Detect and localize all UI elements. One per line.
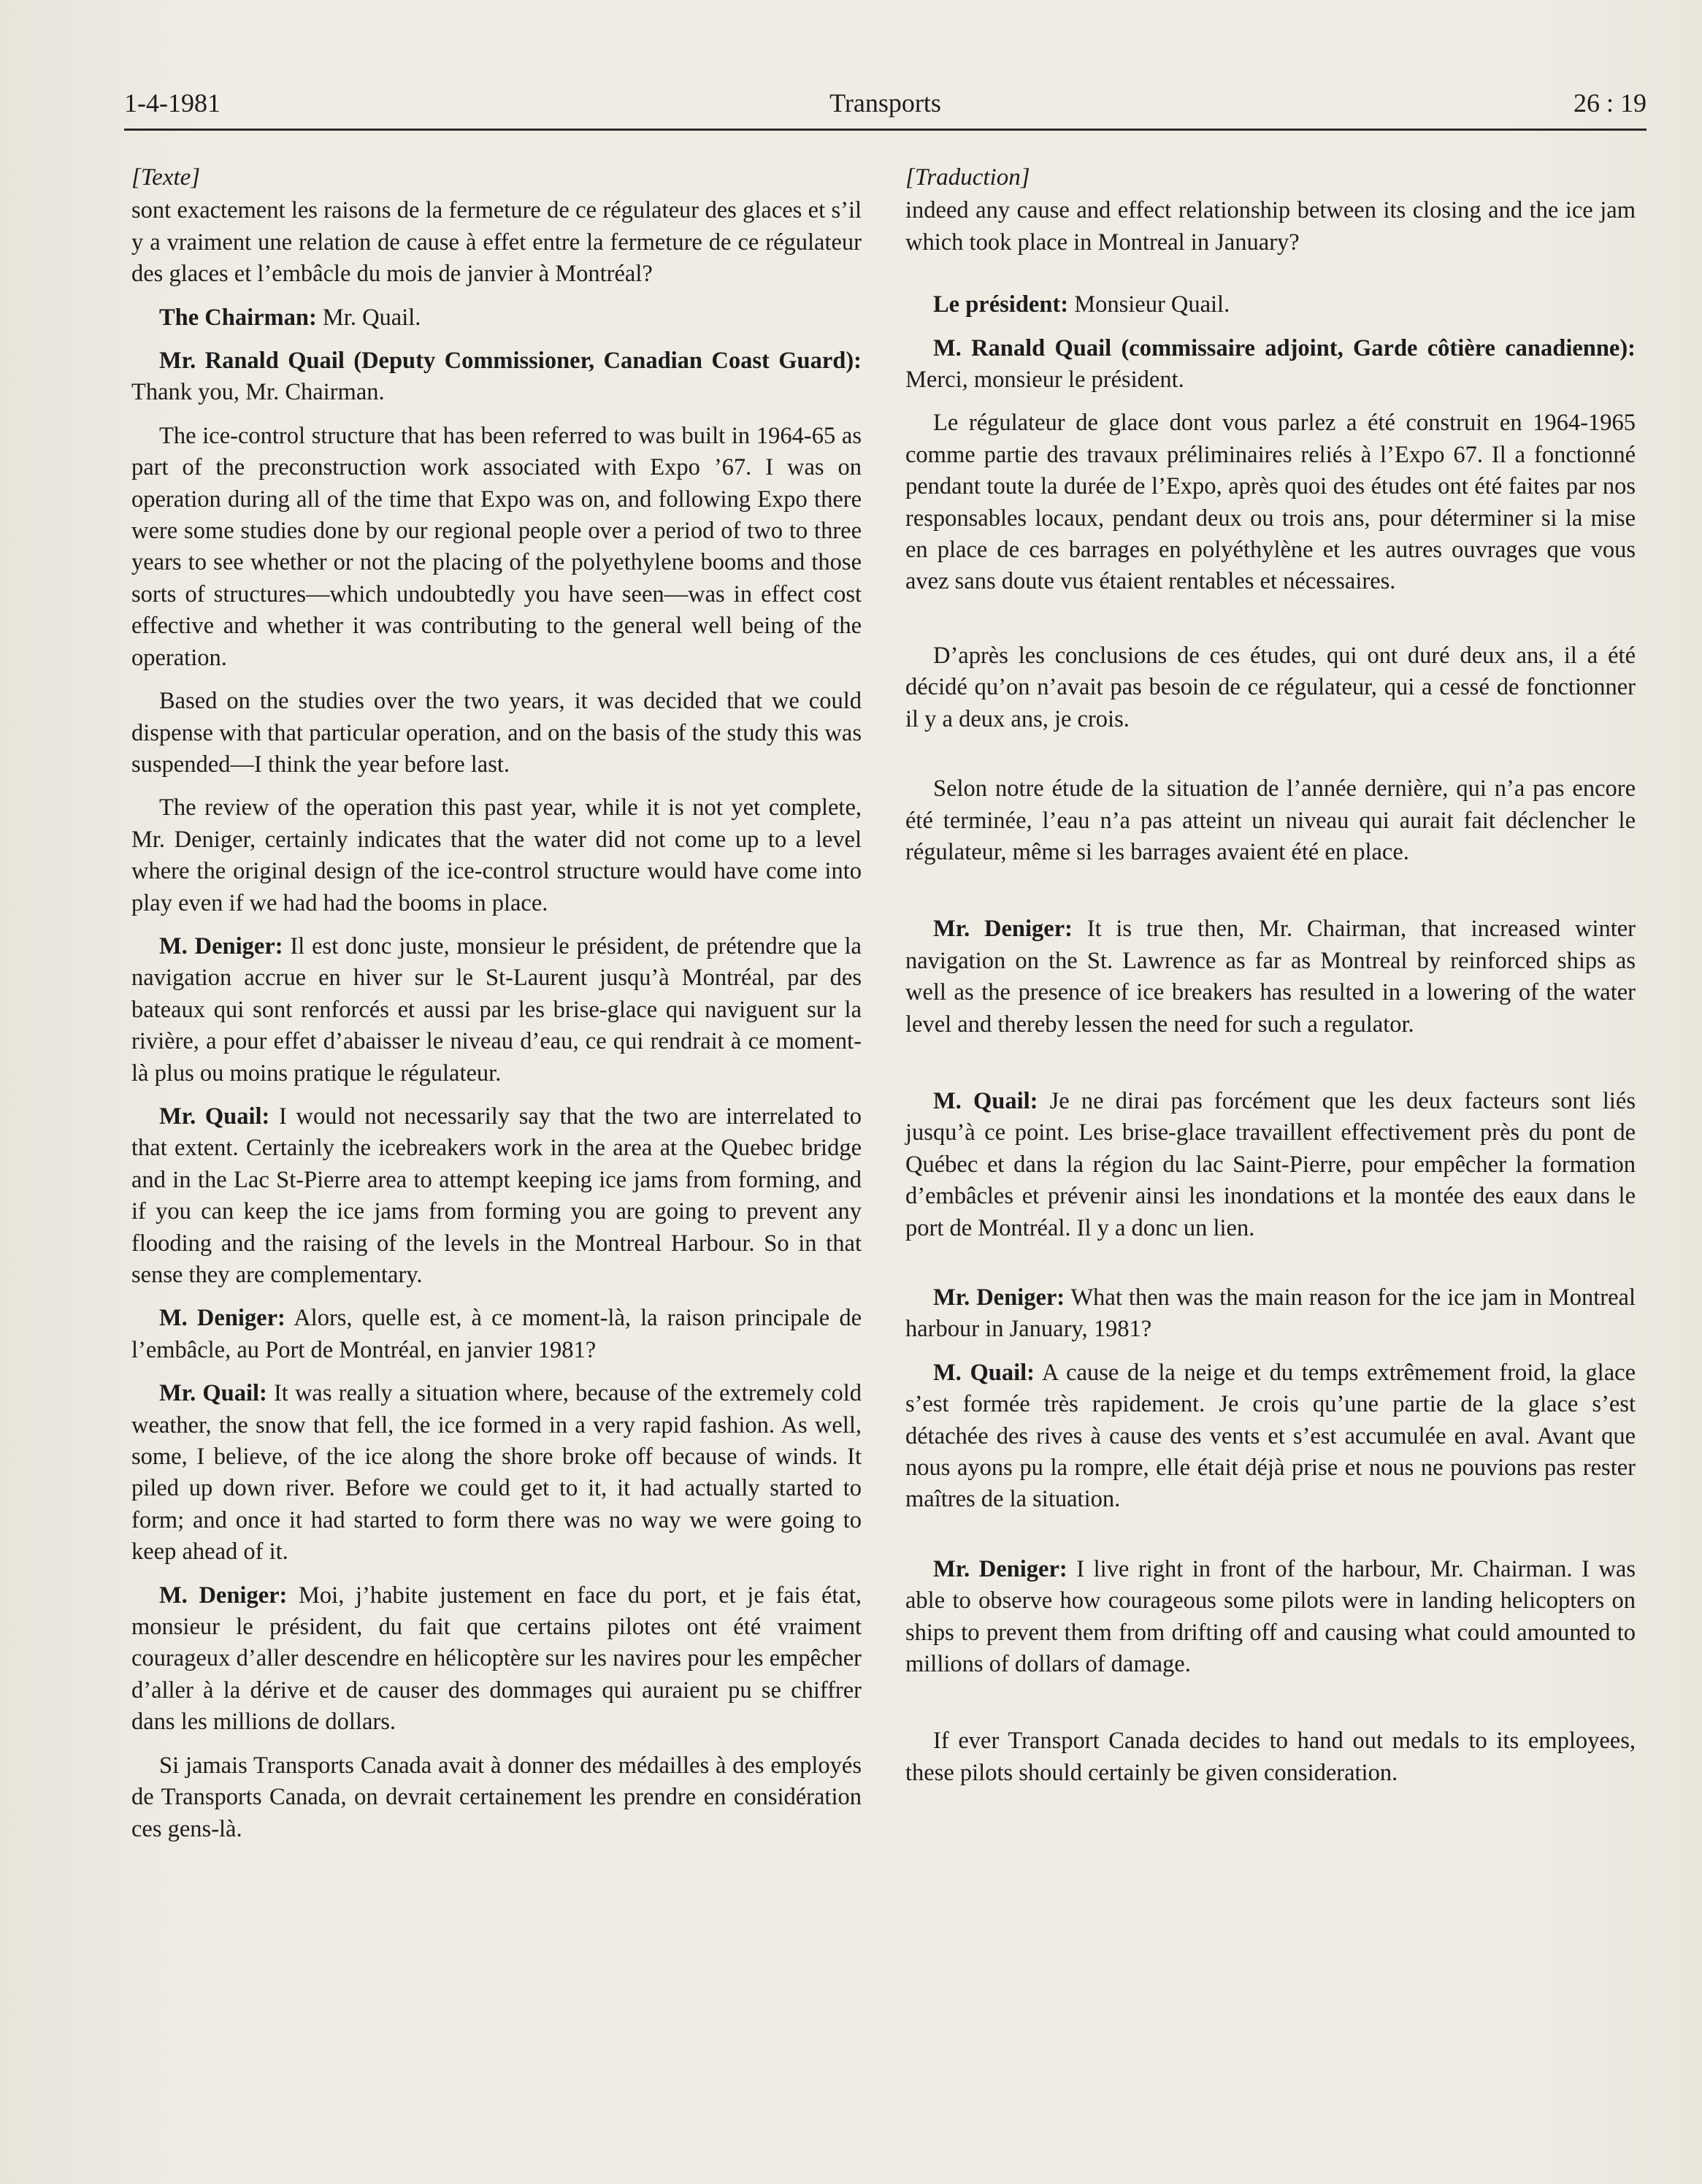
speaker-label: M. Deniger: [159,1305,285,1332]
left-paragraph-11 [131,1580,862,1739]
right-paragraph-2 [905,289,1636,321]
right-paragraph-5: D’après les conclusions de ces études, qui ont duré deux ans, il a été décidé qu’on n’avait pas besoin de ce régulateur, qui a cessé de fonctionner il y a deux ans, je crois. [905,642,1636,732]
right-paragraph-6: Selon notre étude de la situation de l’année dernière, qui n’a pas encore été terminée, l’eau n’a pas atteint un niveau qui aurait fait déclencher le régulateur, même si les barrages avaient été en place. [905,775,1636,865]
speech-text: Il est donc juste, monsieur le président, de prétendre que la navigation accrue en hiver sur le St-Laurent jusqu’à Montréal, par des bateaux qui sont renforcés et aussi par les brise-glace qui naviguent sur la rivière, a pour effet d’abaisser le niveau d’eau, ce qui rendrait à ce moment-là plus ou moins pratique le régulateur. [131,932,862,1087]
left-paragraph-10 [131,1378,862,1568]
right-paragraph-12: If ever Transport Canada decides to hand out medals to its employees, these pilots should certainly be given consideration. [905,1728,1636,1786]
speech-text: I would not necessarily say that the two are interrelated to that extent. Certainly the icebreakers work in the area at the Quebec bridge and in the Lac St-Pierre area to attempt keeping ice jams from forming, and if you can keep the ice jams from forming you are going to prevent any flooding and the raising of the levels in the Montreal Harbour. So in that sense they are complementary. [131,1103,862,1288]
speaker-label: M. Quail: [933,1359,1035,1386]
speech-text: Merci, monsieur le président. [905,367,1184,394]
header-page-number: 26 : 19 [1573,88,1647,118]
speech-text: It is true then, Mr. Chairman, that increased winter navigation on the St. Lawrence as far as Montreal by reinforced ships as well as the presence of ice breakers has resulted in a lowering of the water level and thereby lessen the need for such a regulator. [905,916,1636,1038]
left-paragraph-3 [131,345,862,409]
left-paragraph-9 [131,1303,862,1366]
section-label-traduction: [Traduction] [905,164,1030,191]
speech-text: Moi, j’habite justement en face du port, et je fais état, monsieur le président, du fait que certains pilotes ont été vraiment courageux d’aller descendre en hélicoptère sur les navires pour les empêcher d’aller à la dérive et de causer des dommages qui auraient pu se chiffrer dans les millions de dollars. [131,1582,862,1736]
header-date: 1-4-1981 [124,88,221,118]
speech-text: A cause de la neige et du temps extrêmement froid, la glace s’est formée très rapidement. Je crois qu’une partie de la glace s’est détachée des rives à cause des vents et s’est accumulée en aval. Avant que nous ayons pu la rompre, elle était déjà prise et nous ne pouvions pas rester maîtres de la situation. [905,1359,1636,1513]
speech-text: Monsieur Quail. [1068,291,1230,318]
right-paragraph-11 [905,1554,1636,1681]
right-paragraph-8 [905,1086,1636,1244]
speaker-label: M. Deniger: [159,932,283,959]
speaker-label: Mr. Quail: [159,1103,270,1130]
right-paragraph-3 [905,333,1636,396]
speaker-label: M. Deniger: [159,1582,288,1609]
left-paragraph-6: The review of the operation this past year, while it is not yet complete, Mr. Deniger, certainly indicates that the water did not come up to a level where the original design of the ice-control structure would have come into play even if we had had the booms in place. [131,794,862,916]
left-paragraph-1: sont exactement les raisons de la fermeture de ce régulateur des glaces et s’il y a vraiment une relation de cause à effet entre la fermeture de ce régulateur des glaces et l’embâcle du mois de janvier à Montréal? [131,197,862,288]
header-title: Transports [829,88,941,118]
speech-text: Alors, quelle est, à ce moment-là, la raison principale de l’embâcle, au Port de Montréal, en janvier 1981? [131,1305,862,1363]
section-label-texte: [Texte] [131,164,201,191]
left-paragraph-5: Based on the studies over the two years, it was decided that we could dispense with that particular operation, and on the basis of the study this was suspended—I think the year before last. [131,688,862,778]
right-paragraph-9 [905,1282,1636,1346]
speaker-label: M. Ranald Quail (commissaire adjoint, Garde côtière canadienne): [933,334,1636,361]
page-header [124,86,1647,131]
speaker-label: The Chairman: [159,304,317,331]
speech-text: Thank you, Mr. Chairman. [131,379,385,406]
right-paragraph-10 [905,1357,1636,1516]
right-column [905,162,1636,1801]
speech-text: It was really a situation where, because of the extremely cold weather, the snow that fell, the ice formed in a very rapid fashion. As well, some, I believe, of the ice along the shore broke off because of winds. It piled up down river. Before we could get to it, it had actually started to form; and once it had started to form there was no way we were going to keep ahead of it. [131,1380,862,1566]
left-paragraph-7 [131,931,862,1089]
speech-text: What then was the main reason for the ice jam in Montreal harbour in January, 1981? [905,1284,1636,1343]
speaker-label: Mr. Deniger: [933,916,1073,943]
right-paragraph-7 [905,913,1636,1041]
speaker-label: M. Quail: [933,1087,1038,1114]
speaker-label: Mr. Deniger: [933,1284,1065,1311]
speaker-label: Mr. Ranald Quail (Deputy Commissioner, Canadian Coast Guard): [159,348,862,375]
left-paragraph-4: The ice-control structure that has been referred to was built in 1964-65 as part of the preconstruction work associated with Expo ’67. I was on operation during all of the time that Expo was on, and following Expo there were some studies done by our regional people over a period of two to three years to see whether or not the placing of the polyethylene booms and those sorts of structures—which undoubtedly you have seen—was in effect cost effective and whether it was contributing to the general well being of the operation. [131,422,862,671]
left-paragraph-8 [131,1101,862,1291]
right-paragraph-4: Le régulateur de glace dont vous parlez a été construit en 1964-1965 comme partie des travaux préliminaires reliés à l’Expo 67. Il a fonctionné pendant toute la durée de l’Expo, après quoi des études ont été faites par nos responsables locaux, pendant deux ou trois ans, pour déterminer si la mise en place de ces barrages en polyéthylène et les autres ouvrages que vous avez sans doute vus étaient rentables et nécessaires. [905,410,1636,595]
right-paragraph-1: indeed any cause and effect relationship between its closing and the ice jam which took place in Montreal in January? [905,197,1636,256]
speaker-label: Le président: [933,291,1069,318]
left-column [131,162,862,1857]
speech-text: Je ne dirai pas forcément que les deux facteurs sont liés jusqu’à ce point. Les brise-glace travaillent effectivement près du pont de Québec et dans la région du lac Saint-Pierre, pour empêcher la formation d’embâcles et prévenir ainsi les inondations et la montée des eaux dans le port de Montréal. Il y a donc un lien. [905,1087,1636,1241]
speech-text: Mr. Quail. [316,304,421,331]
speaker-label: Mr. Deniger: [933,1555,1067,1582]
left-paragraph-12: Si jamais Transports Canada avait à donner des médailles à des employés de Transports Canada, on devrait certainement les prendre en considération ces gens-là. [131,1752,862,1842]
speech-text: I live right in front of the harbour, Mr. Chairman. I was able to observe how courageous some pilots were in landing helicopters on ships to prevent them from drifting off and causing what could amounted to millions of dollars of damage. [905,1555,1636,1678]
speaker-label: Mr. Quail: [159,1380,267,1407]
left-paragraph-2 [131,302,862,334]
